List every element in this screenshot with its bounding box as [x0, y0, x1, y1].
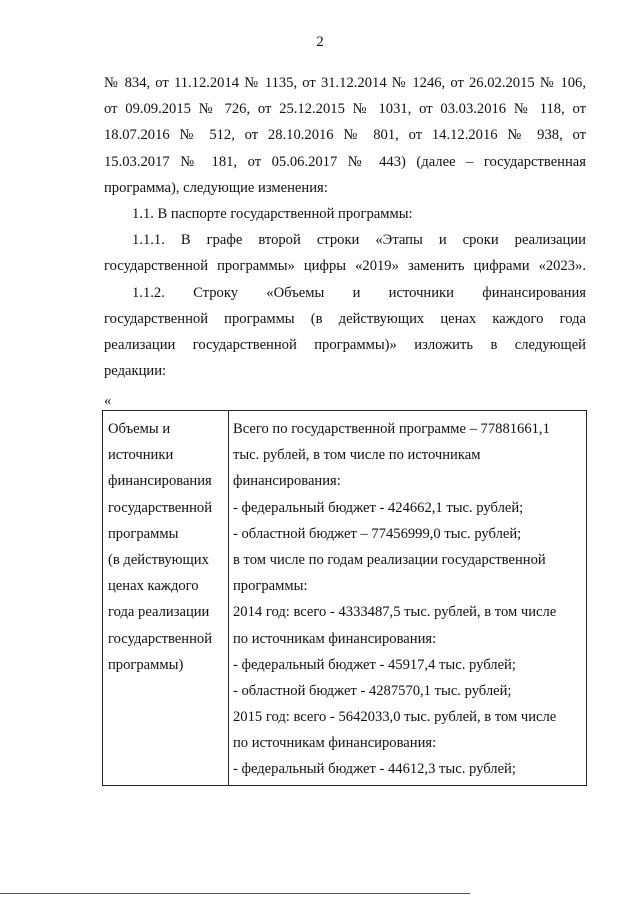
table-right-cell [233, 416, 556, 783]
right-cell-line: финансирования: [233, 473, 341, 490]
right-cell-line: - областной бюджет – 77456999,0 тыс. рублей; [233, 525, 522, 542]
left-cell-line: государственной [108, 499, 213, 516]
right-cell-line: - федеральный бюджет - 424662,1 тыс. рублей; [233, 499, 524, 516]
body-text [104, 70, 586, 384]
left-cell-line: (в действующих [108, 551, 209, 568]
right-cell-line: - федеральный бюджет - 44612,3 тыс. рублей; [233, 761, 516, 778]
paragraph-line: № 834, от 11.12.2014 № 1135, от 31.12.2014 № 1246, от 26.02.2015 № 106, [104, 75, 586, 91]
paragraph-line: 1.1.2. Строку «Объемы и источники финансирования [132, 284, 586, 301]
right-cell-line: Всего по государственной программе – 77881661,1 [233, 421, 550, 437]
right-cell-line: - федеральный бюджет - 45917,4 тыс. рублей; [233, 656, 516, 673]
left-cell-line: программы) [108, 656, 184, 673]
left-cell-line: ценах каждого [108, 578, 199, 595]
left-cell-line: источники [108, 447, 174, 464]
paragraph-line: редакции: [104, 363, 167, 380]
right-cell-line: программы: [233, 578, 308, 595]
right-cell-line: тыс. рублей, в том числе по источникам [233, 447, 481, 464]
paragraph-line: реализации государственной программы)» изложить в следующей [104, 336, 586, 353]
right-cell-line: 2015 год: всего - 5642033,0 тыс. рублей, в том числе [233, 709, 557, 726]
paragraph-line: программа), следующие изменения: [104, 179, 328, 196]
left-cell-line: финансирования [108, 473, 212, 490]
page-number: 2 [316, 34, 324, 50]
left-cell-line: государственной [108, 630, 213, 647]
paragraph-line: государственной программы» цифры «2019» заменить цифрами «2023». [104, 258, 586, 275]
paragraph-line: 18.07.2016 № 512, от 28.10.2016 № 801, от 14.12.2016 № 938, от [104, 127, 586, 144]
paragraph-line: государственной программы (в действующих ценах каждого года [104, 310, 586, 327]
left-cell-line: программы [108, 525, 179, 542]
paragraph-line: 1.1.1. В графе второй строки «Этапы и сроки реализации [132, 232, 586, 249]
paragraph-line: 15.03.2017 № 181, от 05.06.2017 № 443) (далее – государственная [104, 153, 586, 170]
left-cell-line: года реализации [108, 604, 210, 621]
paragraph-line: 1.1. В паспорте государственной программы: [132, 205, 413, 222]
footer-rule [0, 893, 470, 894]
right-cell-line: 2014 год: всего - 4333487,5 тыс. рублей, в том числе [233, 604, 557, 621]
table-left-cell [108, 416, 212, 678]
column-divider [228, 411, 229, 785]
right-cell-line: по источникам финансирования: [233, 735, 437, 752]
financing-table [102, 410, 587, 786]
left-cell-line: Объемы и [108, 421, 171, 437]
right-cell-line: - областной бюджет - 4287570,1 тыс. рублей; [233, 682, 512, 699]
right-cell-line: в том числе по годам реализации государственной [233, 551, 546, 568]
right-cell-line: по источникам финансирования: [233, 630, 437, 647]
paragraph-line: от 09.09.2015 № 726, от 25.12.2015 № 1031, от 03.03.2016 № 118, от [104, 101, 586, 118]
opening-quote-mark: « [104, 393, 112, 409]
